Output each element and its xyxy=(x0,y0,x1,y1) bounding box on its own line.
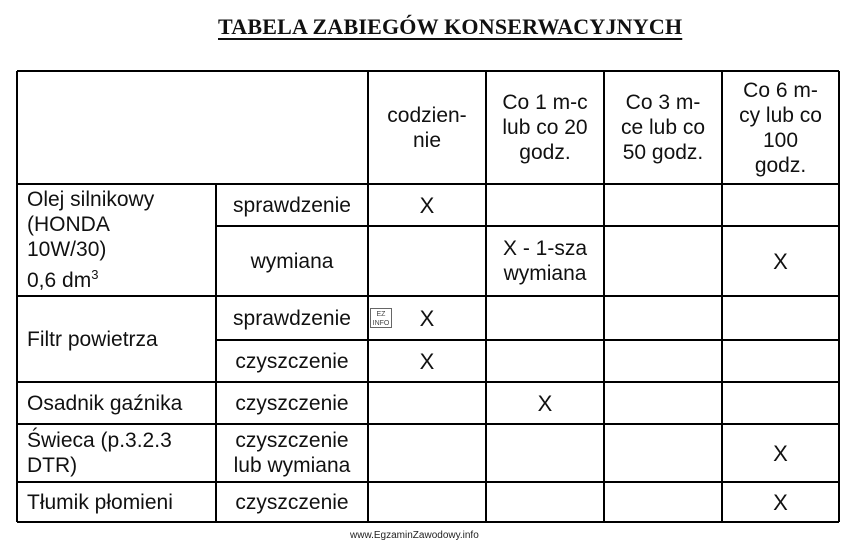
action-filtr-clean: czyszczenie xyxy=(235,349,349,373)
action-filtr-check: sprawdzenie xyxy=(233,306,351,330)
row-label-olej-sup: 3 xyxy=(91,267,99,282)
action-swieca: czyszczenie lub wymiana xyxy=(233,429,351,477)
header-month3: Co 3 m- ce lub co 50 godz. xyxy=(620,91,706,164)
mark-filtr-check-daily: X xyxy=(419,305,435,331)
mark-osadnik-month1: X xyxy=(537,390,553,416)
row-label-filtr: Filtr powietrza xyxy=(27,327,158,351)
header-month1: Co 1 m-c lub co 20 godz. xyxy=(502,91,588,164)
mark-filtr-clean-daily: X xyxy=(419,348,435,374)
row-label-swieca: Świeca (p.3.2.3 DTR) xyxy=(27,429,172,477)
row-label-tlumik: Tłumik płomieni xyxy=(27,490,173,514)
action-olej-replace: wymiana xyxy=(250,249,334,273)
mark-swieca-month6: X xyxy=(773,440,788,466)
header-daily: codzien- nie xyxy=(387,103,467,152)
row-label-olej xyxy=(17,184,216,296)
mark-olej-replace-month1: X - 1-sza wymiana xyxy=(502,237,588,285)
header-month6: Co 6 m- cy lub co 100 godz. xyxy=(739,78,822,177)
row-label-osadnik: Osadnik gaźnika xyxy=(27,391,183,415)
watermark-url: www.EgzaminZawodowy.info xyxy=(350,530,479,541)
action-olej-check: sprawdzenie xyxy=(233,193,351,217)
page-title: TABELA ZABIEGÓW KONSERWACYJNYCH xyxy=(218,14,683,39)
action-osadnik: czyszczenie xyxy=(235,391,349,415)
action-tlumik: czyszczenie xyxy=(235,490,349,514)
mark-tlumik-month6: X xyxy=(773,489,788,515)
mark-olej-replace-month6: X xyxy=(773,248,788,274)
mark-olej-check-daily: X xyxy=(419,192,435,218)
ez-info-logo: EZ INFO xyxy=(370,308,392,328)
row-label-olej-text: Olej silnikowy (HONDA 10W/30) 0,6 dm xyxy=(27,188,155,292)
